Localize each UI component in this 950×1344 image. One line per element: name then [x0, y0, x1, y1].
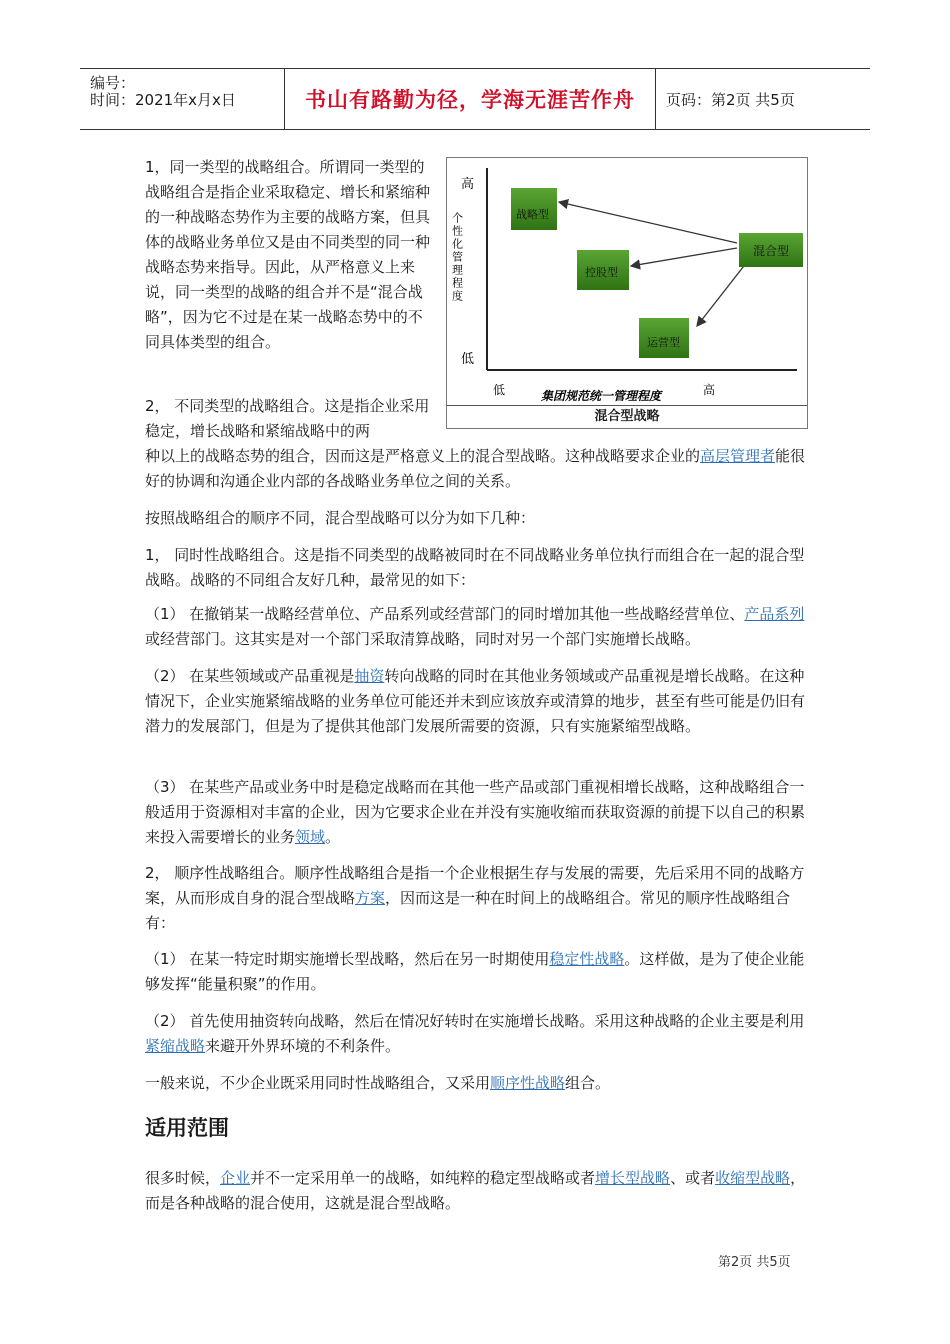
x-axis-high: 高 [703, 383, 716, 397]
link-retrenchment-strategy[interactable]: 紧缩战略 [145, 1037, 206, 1055]
box-mixed-label: 混合型 [753, 244, 790, 258]
header-page-info: 页码：第2页 共5页 [666, 90, 795, 109]
y-axis-high: 高 [461, 177, 475, 192]
box-strategy-label: 战略型 [516, 208, 549, 221]
y-axis-title: 个性化管理程度 [450, 212, 464, 303]
page-footer: 第2页 共5页 [718, 1255, 791, 1270]
link-enterprise[interactable]: 企业 [220, 1169, 251, 1187]
paragraph-6: （2） 在某些领域或产品重视是抽资转向战略的同时在其他业务领域或产品重视是增长战略。在这种情况下，企业实施紧缩战略的业务单位可能还并未到应该放弃或清算的地步，甚至有些可能是仍旧有潜力的发展部门，但是为了提供其他部门发展所需要的资源，只有实施紧缩型战略。 [145, 667, 806, 735]
strategy-diagram [447, 158, 807, 406]
link-contraction-strategy[interactable]: 收缩型战略 [715, 1169, 791, 1187]
paragraph-11: 一般来说，不少企业既采用同时性战略组合，又采用顺序性战略组合。 [145, 1074, 611, 1092]
link-senior-manager[interactable]: 高层管理者 [700, 447, 776, 465]
y-axis-low: 低 [461, 352, 475, 367]
x-axis-low: 低 [493, 383, 506, 397]
paragraph-2a: 2， 不同类型的战略组合。这是指企业采用稳定，增长战略和紧缩战略中的两 [145, 397, 430, 440]
number-label: 编号： [90, 74, 136, 92]
page-header [80, 68, 870, 130]
paragraph-9: （1） 在某一特定时期实施增长型战略，然后在另一时期使用稳定性战略。这样做，是为了使企业能够发挥“能量积聚”的作用。 [145, 950, 805, 993]
paragraph-10: （2） 首先使用抽资转向战略，然后在情况好转时在实施增长战略。采用这种战略的企业主要是利用紧缩战略来避开外界环境的不利条件。 [145, 1012, 805, 1055]
paragraph-4: 1， 同时性战略组合。这是指不同类型的战略被同时在不同战略业务单位执行而组合在一起的混合型战略。战略的不同组合友好几种，最常见的如下： [145, 546, 805, 589]
link-plan[interactable]: 方案 [355, 889, 386, 907]
link-domain[interactable]: 领域 [295, 828, 326, 846]
paragraph-12: 很多时候，企业并不一定采用单一的战略，如纯粹的稳定型战略或者增长型战略、或者收缩型战略，而是各种战略的混合使用，这就是混合型战略。 [145, 1169, 806, 1212]
mixed-strategy-figure [446, 157, 808, 429]
section-heading: 适用范围 [145, 1116, 229, 1140]
paragraph-1: 1，同一类型的战略组合。所谓同一类型的战略组合是指企业采取稳定、增长和紧缩种的一种战略态势作为主要的战略方案，但具体的战略业务单位又是由不同类型的同一种战略态势来指导。因此，从严格意义上来说，同一类型的战略的组合并不是“混合战略”，因为它不过是在某一战略态势中的不同具体类型的组合。 [145, 158, 431, 351]
box-operation-label: 运营型 [647, 336, 680, 349]
link-product-line[interactable]: 产品系列 [744, 605, 805, 623]
link-sequential-strategy[interactable]: 顺序性战略 [490, 1074, 566, 1092]
link-stability-strategy[interactable]: 稳定性战略 [549, 950, 625, 968]
paragraph-7: （3） 在某些产品或业务中时是稳定战略而在其他一些产品或部门重视相增长战略，这种战略组合一般适用于资源相对丰富的企业，因为它要求企业在并没有实施收缩而获取资源的前提下以自己的积累来投入需要增长的业务领域。 [145, 778, 806, 846]
x-axis-title: 集团规范统一管理程度 [541, 389, 662, 403]
figure-caption: 混合型战略 [447, 405, 807, 428]
arrow-to-strategy [559, 202, 737, 243]
header-motto: 书山有路勤为径，学海无涯苦作舟 [285, 69, 656, 129]
header-meta [80, 69, 285, 129]
arrow-to-control [631, 248, 737, 266]
time-label: 时间：2021年x月x日 [90, 91, 236, 109]
paragraph-5: （1） 在撤销某一战略经营单位、产品系列或经营部门的同时增加其他一些战略经营单位、产品系列或经营部门。这其实是对一个部门采取清算战略，同时对另一个部门实施增长战略。 [145, 605, 805, 648]
arrow-to-operation [697, 262, 747, 326]
paragraph-8: 2， 顺序性战略组合。顺序性战略组合是指一个企业根据生存与发展的需要，先后采用不同的战略方案，从而形成自身的混合型战略方案，因而这是一种在时间上的战略组合。常见的顺序性战略组合有： [145, 864, 805, 932]
paragraph-3: 按照战略组合的顺序不同，混合型战略可以分为如下几种： [145, 509, 536, 527]
link-divestment[interactable]: 抽资 [354, 667, 385, 685]
link-growth-strategy[interactable]: 增长型战略 [595, 1169, 671, 1187]
paragraph-2b: 种以上的战略态势的组合，因而这是严格意义上的混合型战略。这种战略要求企业的高层管理者能很好的协调和沟通企业内部的各战略业务单位之间的关系。 [145, 447, 806, 490]
box-control-label: 控股型 [585, 266, 618, 279]
